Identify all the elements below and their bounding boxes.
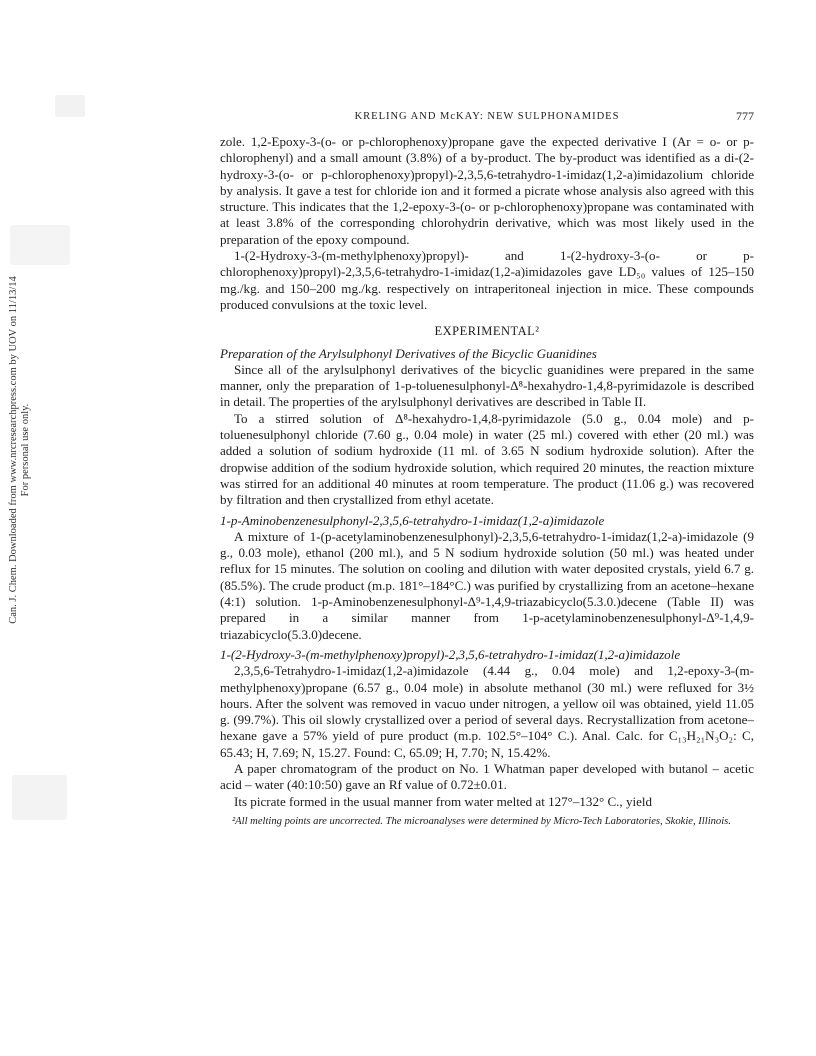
- subsection-heading: 1-(2-Hydroxy-3-(m-methylphenoxy)propyl)-2,3,5,6-tetrahydro-1-imidaz(1,2-a)imidazole: [220, 646, 681, 662]
- paragraph: A mixture of 1-(p-acetylaminobenzenesulphonyl)-2,3,5,6-tetrahydro-1-imidaz(1,2-a)-imidazole (9 g., 0.03 mole), ethanol (200 ml.), and 5 N sodium hydroxide solution (50 ml.) was heated under reflux for 15 minutes. The solution on cooling and dilution with water deposited crystals, yield 6.7 g. (85.5%). The crude product (m.p. 181°–184°C.) was purified by crystallizing from an acetone–hexane (4:1) solution. 1-p-Aminobenzenesulphonyl-Δ⁹-1,4,9-triazabicyclo(5.3.0.)decene (Table II) was prepared in a similar manner from 1-p-acetylaminobenzenesulphonyl-Δ⁹-1,4,9-triazabicyclo(5.3.0)decene.: [220, 528, 754, 642]
- scan-smudge: [55, 95, 85, 117]
- page-number: 777: [736, 109, 754, 123]
- footnote: ²All melting points are uncorrected. The microanalyses were determined by Micro-Tech Laboratories, Skokie, Illinois.: [232, 815, 731, 827]
- paragraph: To a stirred solution of Δ⁸-hexahydro-1,4,8-pyrimidazole (5.0 g., 0.04 mole) and p-toluenesulphonyl chloride (7.60 g., 0.04 mole) in water (25 ml.) covered with ether (20 ml.) was added a solution of sodium hydroxide (11 ml. of 3.65 N sodium hydroxide solution). After the dropwise addition of the sodium hydroxide solution, which required 20 minutes, the reaction mixture was stirred for an additional 40 minutes at room temperature. The product (11.06 g.) was recovered by filtration and then crystallized from ethyl acetate.: [220, 410, 754, 508]
- page-header: [220, 109, 754, 125]
- paragraph: A paper chromatogram of the product on No. 1 Whatman paper developed with butanol – acetic acid – water (40:10:50) gave an Rf value of 0.72±0.01.: [220, 760, 754, 793]
- paragraph: Since all of the arylsulphonyl derivatives of the bicyclic guanidines were prepared in the same manner, only the preparation of 1-p-toluenesulphonyl-Δ⁸-hexahydro-1,4,8-pyrimidazole is described in detail. The properties of the arylsulphonyl derivatives are described in Table II.: [220, 361, 754, 410]
- paragraph: Its picrate formed in the usual manner from water melted at 127°–132° C., yield: [234, 793, 653, 809]
- subsection-heading: 1-p-Aminobenzenesulphonyl-2,3,5,6-tetrahydro-1-imidaz(1,2-a)imidazole: [220, 512, 605, 528]
- paragraph: zole. 1,2-Epoxy-3-(o- or p-chlorophenoxy)propane gave the expected derivative I (Ar = o- or p-chlorophenyl) and a small amount (3.8%) of a by-product. The by-product was identified as a di-(2-hydroxy-3-(o- or p-chlorophenoxy)propyl)-2,3,5,6-tetrahydro-1-imidaz(1,2-a)imidazolium chloride by analysis. It gave a test for chloride ion and it formed a picrate whose analysis also agreed with this structure. This indicates that the 1,2-epoxy-3-(o- or p-chlorophenoxy)propane was contaminated with at least 3.8% of the corresponding chlorohydrin derivative, which was most likely used in the preparation of the epoxy compound.: [220, 134, 754, 247]
- running-title: KRELING AND McKAY: NEW SULPHONAMIDES: [354, 111, 620, 122]
- download-margin-note: [0, 250, 40, 650]
- download-notice: Can. J. Chem. Downloaded from www.nrcresearchpress.com by UOV on 11/13/14: [8, 276, 19, 624]
- paragraph: 1-(2-Hydroxy-3-(m-methylphenoxy)propyl)- and 1-(2-hydroxy-3-(o- or p-chlorophenoxy)propyl)-2,3,5,6-tetrahydro-1-imidaz(1,2-a)imidazoles gave LD₅₀ values of 125–150 mg./kg. and 150–200 mg./kg. respectively on intraperitoneal injection in mice. These compounds produced convulsions at the toxic level.: [220, 248, 754, 312]
- usage-notice: For personal use only.: [20, 403, 31, 497]
- subsection-heading: Preparation of the Arylsulphonyl Derivatives of the Bicyclic Guanidines: [220, 345, 597, 361]
- paragraph: 2,3,5,6-Tetrahydro-1-imidaz(1,2-a)imidazole (4.44 g., 0.04 mole) and 1,2-epoxy-3-(m-methylphenoxy)propane (6.57 g., 0.04 mole) in absolute methanol (30 ml.) were refluxed for 3½ hours. After the solvent was removed in vacuo under nitrogen, a yellow oil was obtained, yield 11.05 g. (99.7%). This oil slowly crystallized over a period of several days. Recrystallization from acetone–hexane gave a 57% yield of pure product (m.p. 102.5°–104° C.). Anal. Calc. for C₁₃H₂₁N₃O₂: C, 65.43; H, 7.69; N, 15.27. Found: C, 65.09; H, 7.70; N, 15.42%.: [220, 663, 754, 760]
- scan-smudge: [12, 775, 67, 820]
- section-heading: EXPERIMENTAL²: [434, 324, 540, 339]
- article-body: [220, 134, 754, 828]
